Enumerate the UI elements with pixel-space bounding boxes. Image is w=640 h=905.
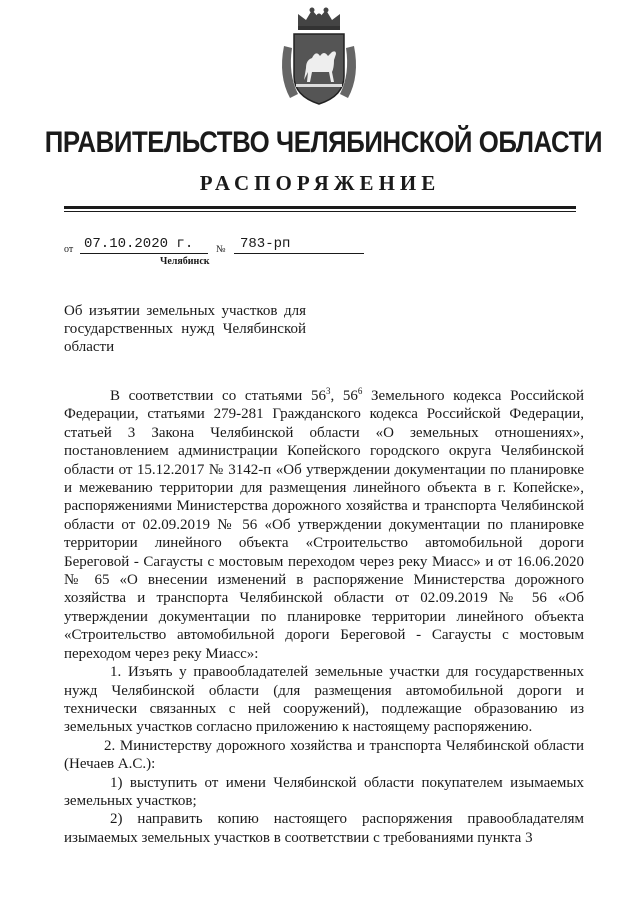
number-label: № — [216, 244, 226, 255]
item-2-paragraph: 2. Министерству дорожного хозяйства и транспорта Челябинской области (Нечаев А.С.): — [64, 737, 584, 773]
coat-of-arms-emblem — [276, 6, 362, 106]
number-value: 783-рп — [234, 236, 364, 254]
header-divider-thick — [64, 206, 576, 209]
item-2-1-paragraph: 1) выступить от имени Челябинской области покупателем изымаемых земельных участков; — [64, 774, 584, 809]
city-label: Челябинск — [160, 256, 210, 267]
document-body — [64, 387, 584, 847]
crown-shield-icon — [276, 6, 362, 106]
preamble-paragraph: В соответствии со статьями $56^3$, $56^6$ Земельного кодекса Российской Федерации, статьями 279-281 Гражданского кодекса Российской Федерации, статьей 3 Закона Челябинской области «О земельных отношениях», постановлением администрации Копейского городского округа Челябинской области от 15.12.2017 № 3142-п «Об утверждении документации по планировке и межеванию территории для размещения линейного объекта в г. Копейске», распоряжениями Министерства дорожного хозяйства и транспорта Челябинской области от 02.09.2019 № 56 «Об утверждении документации по планировке территории линейного объекта «Строительство автомобильной дороги Береговой - Сагаусты с мостовым переходом через реку Миасс» и от 16.06.2020 № 65 «О внесении изменений в распоряжение Министерства дорожного хозяйства и транспорта Челябинской области от 02.09.2019 № 56 «Об утверждении документации по планировке территории линейного объекта «Строительство автомобильной дороги Береговой - Сагаусты с мостовым переходом через реку Миасс»: — [64, 386, 584, 662]
header-divider-thin — [64, 211, 576, 212]
document-type-title: РАСПОРЯЖЕНИЕ — [199, 171, 441, 195]
item-2-2-paragraph: 2) направить копию настоящего распоряжения правообладателям изымаемых земельных участков в соответствии с требованиями пункта 3 — [64, 811, 584, 846]
date-label: от — [64, 244, 74, 255]
organization-title: ПРАВИТЕЛЬСТВО ЧЕЛЯБИНСКОЙ ОБЛАСТИ — [44, 126, 603, 159]
item-1-paragraph: 1. Изъять у правообладателей земельные участки для государственных нужд Челябинской области (для размещения автомобильной дороги и технически связанных с ней сооружений), подлежащие образованию из земельных участков согласно приложению к настоящему распоряжению. — [64, 664, 584, 736]
date-value: 07.10.2020 г. — [80, 236, 208, 254]
document-subject: Об изъятии земельных участков для государственных нужд Челябинской области — [64, 303, 306, 355]
